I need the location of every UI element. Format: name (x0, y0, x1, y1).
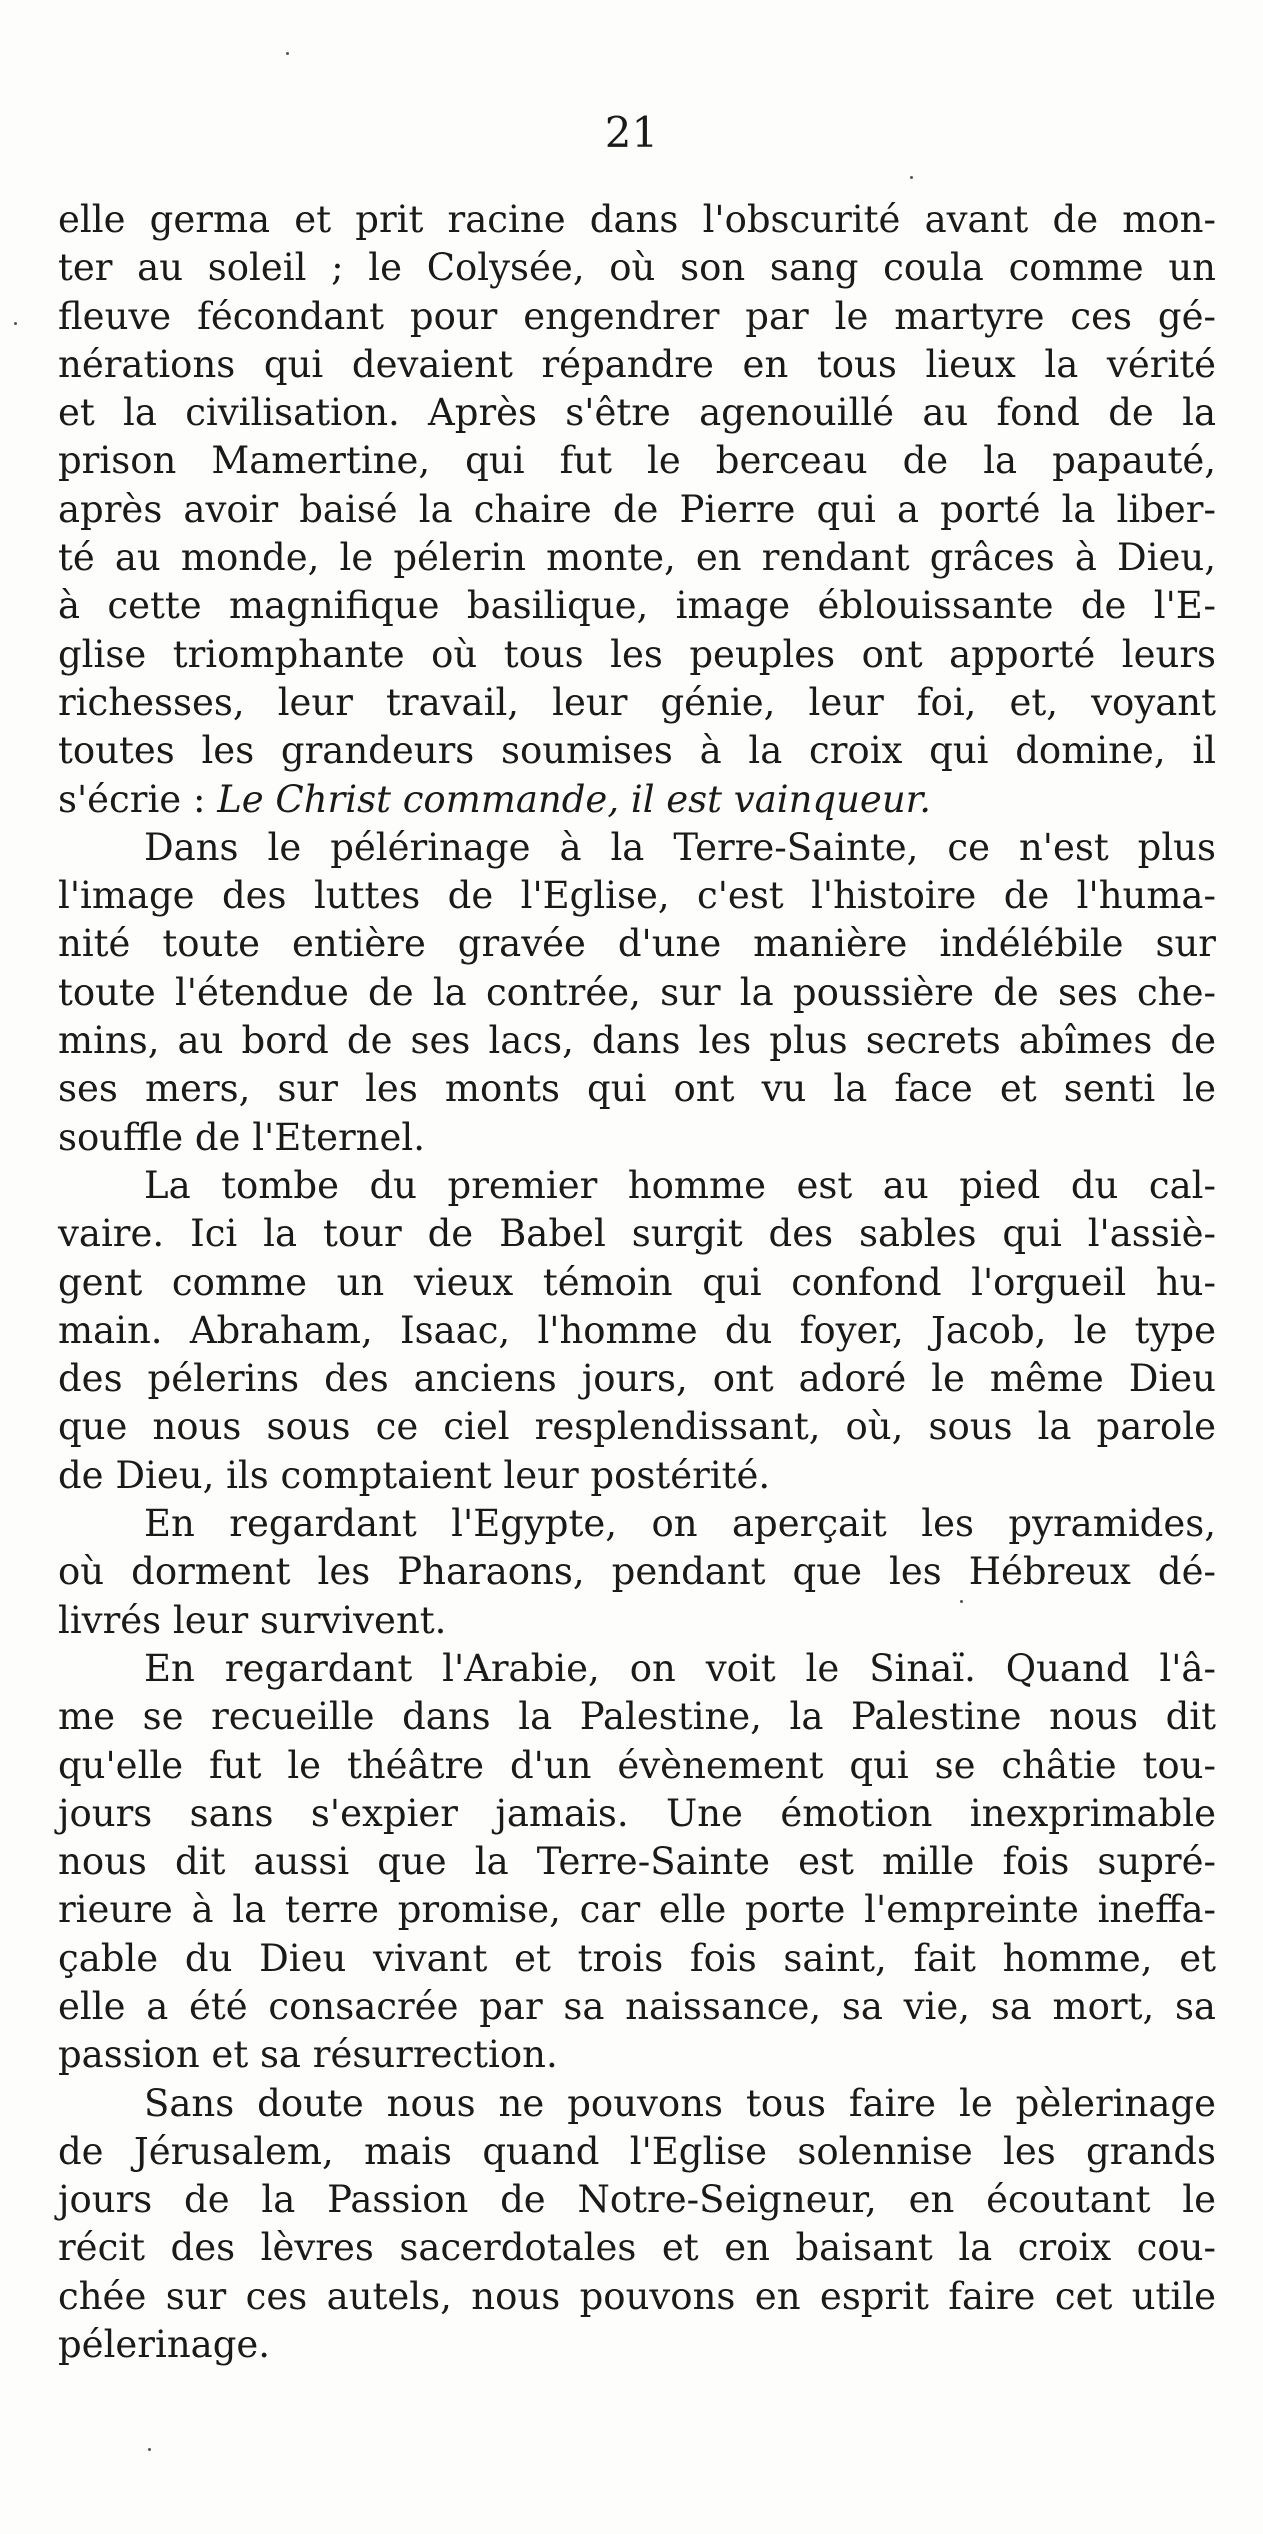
text-line (58, 1355, 1216, 1403)
text-line (58, 776, 1216, 824)
text-line (58, 196, 1216, 244)
text-line (58, 1403, 1216, 1451)
text-line-content: après avoir baisé la chaire de Pierre qui a porté la liber- (58, 487, 1216, 531)
text-line (58, 2031, 1216, 2079)
text-line (58, 2224, 1216, 2272)
text-line-content: qu'elle fut le théâtre d'un évènement qui se châtie tou- (58, 1743, 1216, 1787)
text-line (58, 1597, 1216, 1645)
text-line (58, 1500, 1216, 1548)
text-line-content: toute l'étendue de la contrée, sur la poussière de ses che- (58, 970, 1216, 1014)
text-line (58, 1162, 1216, 1210)
text-line (58, 1307, 1216, 1355)
text-line (58, 1838, 1216, 1886)
text-line (58, 1693, 1216, 1741)
text-line (58, 631, 1216, 679)
text-line (58, 437, 1216, 485)
text-line (58, 824, 1216, 872)
text-line-content: prison Mamertine, qui fut le berceau de la papauté, (58, 439, 1216, 483)
text-line-content: nérations qui devaient répandre en tous lieux la vérité (58, 342, 1216, 386)
text-line-content: souffle de l'Eternel. (58, 1115, 426, 1159)
text-line (58, 486, 1216, 534)
text-line (58, 582, 1216, 630)
text-line-content: elle a été consacrée par sa naissance, sa vie, sa mort, sa (58, 1984, 1216, 2028)
text-line-content: mins, au bord de ses lacs, dans les plus secrets abîmes de (58, 1019, 1216, 1063)
text-line-content: toutes les grandeurs soumises à la croix qui domine, il (58, 729, 1216, 773)
text-line-content: que nous sous ce ciel resplendissant, où, sous la parole (58, 1405, 1216, 1449)
text-line-content: ter au soleil ; le Colysée, où son sang coula comme un (58, 246, 1216, 290)
text-line (58, 2321, 1216, 2369)
print-speck (148, 2448, 151, 2451)
text-line-content: fleuve fécondant pour engendrer par le martyre ces gé- (58, 294, 1216, 338)
text-line (58, 920, 1216, 968)
text-line-content: glise triomphante où tous les peuples ont apporté leurs (58, 632, 1216, 676)
text-line (58, 1886, 1216, 1934)
text-line (58, 534, 1216, 582)
text-line (58, 679, 1216, 727)
text-line-content: passion et sa résurrection. (58, 2033, 558, 2077)
text-line (58, 1935, 1216, 1983)
text-line-content: chée sur ces autels, nous pouvons en esprit faire cet utile (58, 2274, 1216, 2318)
text-line-content: La tombe du premier homme est au pied du cal- (144, 1163, 1216, 1207)
text-line-content: me se recueille dans la Palestine, la Palestine nous dit (58, 1695, 1216, 1739)
text-line-content: à cette magnifique basilique, image éblouissante de l'E- (58, 584, 1216, 628)
text-line-content: En regardant l'Arabie, on voit le Sinaï. Quand l'â- (144, 1646, 1216, 1690)
text-line (58, 1983, 1216, 2031)
text-line-content: de Jérusalem, mais quand l'Eglise solennise les grands (58, 2129, 1216, 2173)
print-speck (14, 322, 17, 325)
text-line (58, 1210, 1216, 1258)
text-line-content: Sans doute nous ne pouvons tous faire le pèlerinage (144, 2081, 1216, 2125)
text-line-content: nous dit aussi que la Terre-Sainte est mille fois supré- (58, 1840, 1216, 1884)
text-line-content: l'image des luttes de l'Eglise, c'est l'histoire de l'huma- (58, 874, 1216, 918)
text-line (58, 2273, 1216, 2321)
text-line (58, 1259, 1216, 1307)
text-line (58, 727, 1216, 775)
text-line-content: récit des lèvres sacerdotales et en baisant la croix cou- (58, 2226, 1216, 2270)
text-line (58, 2080, 1216, 2128)
text-line (58, 1645, 1216, 1693)
text-line (58, 341, 1216, 389)
text-line-content: ses mers, sur les monts qui ont vu la face et senti le (58, 1067, 1216, 1111)
text-line (58, 1790, 1216, 1838)
text-line-content: où dorment les Pharaons, pendant que les Hébreux dé- (58, 1550, 1216, 1594)
text-line-content: rieure à la terre promise, car elle porte l'empreinte ineffa- (58, 1888, 1216, 1932)
text-line-content: jours sans s'expier jamais. Une émotion inexprimable (58, 1791, 1216, 1835)
text-line (58, 244, 1216, 292)
text-line (58, 1742, 1216, 1790)
text-line-content: pélerinage. (58, 2323, 271, 2367)
text-line-content: de Dieu, ils comptaient leur postérité. (58, 1453, 771, 1497)
text-line (58, 1017, 1216, 1065)
text-line-content: vaire. Ici la tour de Babel surgit des sables qui l'assiè- (58, 1212, 1216, 1256)
text-line (58, 1065, 1216, 1113)
text-line (58, 2128, 1216, 2176)
text-line (58, 2176, 1216, 2224)
print-speck (910, 176, 913, 179)
text-line-content: main. Abraham, Isaac, l'homme du foyer, Jacob, le type (58, 1308, 1216, 1352)
text-line-content: livrés leur survivent. (58, 1598, 447, 1642)
text-line-content: richesses, leur travail, leur génie, leur foi, et, voyant (58, 680, 1216, 724)
text-line-content: té au monde, le pélerin monte, en rendant grâces à Dieu, (58, 536, 1216, 580)
text-line-content: En regardant l'Egypte, on aperçait les pyramides, (144, 1502, 1216, 1546)
text-line (58, 872, 1216, 920)
text-line-content: s'écrie : (58, 777, 218, 821)
page-number: 21 (604, 108, 659, 157)
text-line-content: nité toute entière gravée d'une manière indélébile sur (58, 922, 1216, 966)
text-line (58, 389, 1216, 437)
print-speck (960, 1600, 963, 1603)
text-line (58, 1548, 1216, 1596)
text-line (58, 969, 1216, 1017)
text-line-content: çable du Dieu vivant et trois fois saint, fait homme, et (58, 1936, 1216, 1980)
text-line-content: gent comme un vieux témoin qui confond l'orgueil hu- (58, 1260, 1216, 1304)
print-speck (286, 52, 289, 55)
body-text (58, 196, 1216, 2369)
text-line-content: jours de la Passion de Notre-Seigneur, en écoutant le (58, 2178, 1216, 2222)
text-line-content: Dans le pélérinage à la Terre-Sainte, ce n'est plus (144, 825, 1216, 869)
text-line (58, 1114, 1216, 1162)
text-line (58, 1452, 1216, 1500)
text-line-content: elle germa et prit racine dans l'obscurité avant de mon- (58, 198, 1216, 241)
italic-quote: Le Christ commande, il est vainqueur. (217, 777, 932, 821)
text-line-content: des pélerins des anciens jours, ont adoré le même Dieu (58, 1357, 1216, 1401)
text-line (58, 293, 1216, 341)
text-line-content: et la civilisation. Après s'être agenouillé au fond de la (58, 391, 1216, 435)
